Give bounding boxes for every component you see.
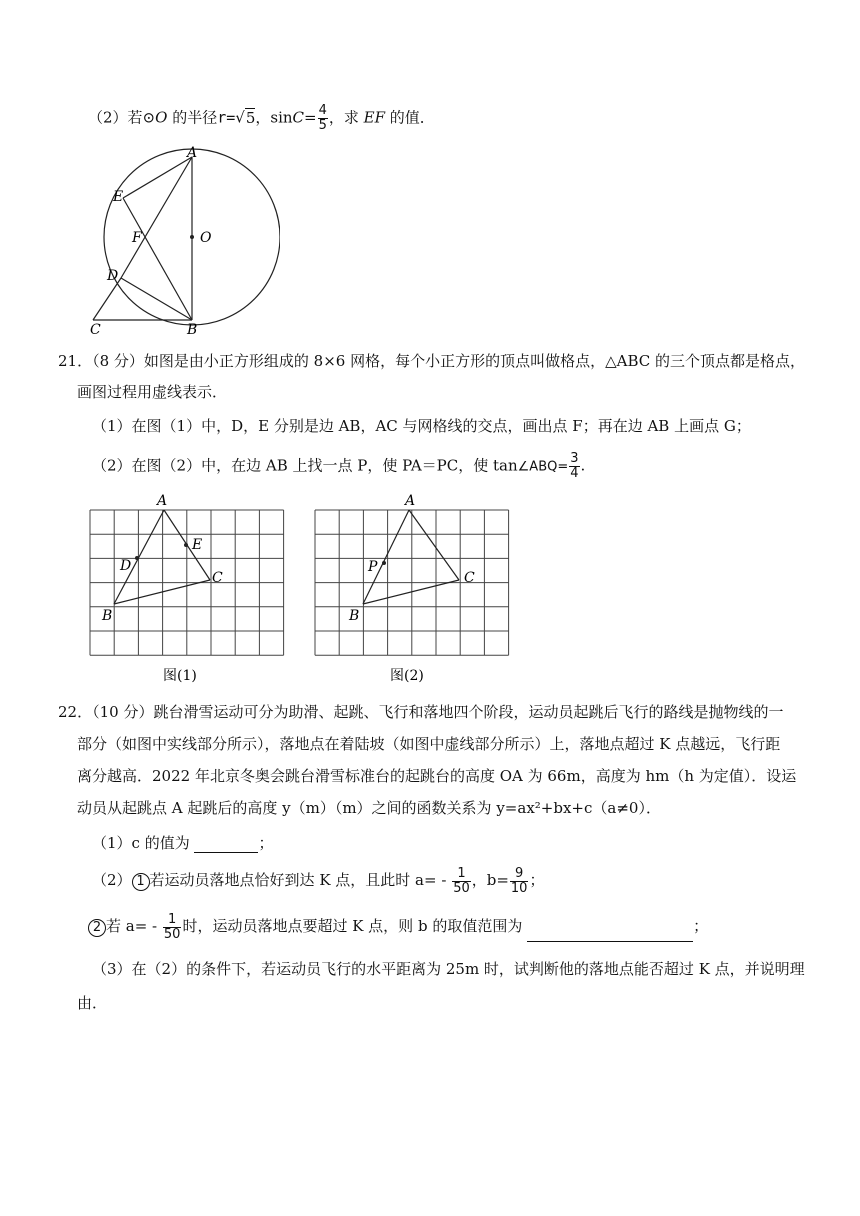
label-o: O [155,108,168,127]
equals: = [304,108,317,127]
frac-num: 1 [452,867,471,882]
fraction-1-50 [163,913,182,942]
grid-lines [90,510,284,655]
side-bc [363,580,459,604]
segment-ae [123,157,192,198]
fraction-1-50 [452,867,471,896]
side-ac [409,510,459,580]
point-e-dot [184,543,188,547]
side-ab [363,510,409,604]
segment-db [121,278,192,320]
q20-mid1: 的半径 [167,108,218,127]
q20-part2 [88,104,435,133]
circled-number-1: 1 [132,873,150,891]
minus-sign: - [436,871,452,889]
q22-part2b-mid: 时，运动员落地点要超过 K 点，则 b 的取值范围为 [182,917,528,935]
point-e-label: E [192,537,203,553]
point-c-label: C [464,570,475,586]
angle-abq: ∠ABQ= [517,459,569,475]
frac-num: 9 [510,867,529,882]
q22-part1 [92,833,274,853]
circle-figure [80,140,280,340]
grid-figure-2 [310,490,515,685]
point-c-label: C [212,570,223,586]
q22-part2-text: 若运动员落地点恰好到达 K 点，且此时 a= [149,871,437,889]
fraction-4-5 [318,104,328,133]
q22-line4: 动员从起跳点 A 起跳后的高度 y（m）（m）之间的函数关系为 y=ax²+bx+c（a≠0）． [77,799,661,817]
q20-prefix: （2）若 [88,108,143,127]
frac-num: 4 [318,103,327,118]
answer-blank-c[interactable] [194,836,258,853]
q22-part2-mid: ，b= [471,871,509,889]
figure-1-caption: 图(1) [163,668,197,684]
point-a-label: A [405,493,416,509]
point-d-dot [135,556,139,560]
sqrt-sign: √ [235,108,245,127]
q22-part3-line2: 由． [77,994,108,1012]
circled-number-2: 2 [88,919,106,937]
frac-den: 50 [453,880,470,896]
q20-mid3: ，求 [328,108,364,127]
segment-cd [93,278,121,320]
q22-line1: 22．（10 分）跳台滑雪运动可分为助滑、起跳、飞行和落地四个阶段，运动员起跳后飞行的路线是抛物线的一 [58,703,784,721]
grid-figure-1 [85,490,290,685]
point-a-label: A [157,493,168,509]
frac-den: 50 [163,926,181,942]
frac-den: 4 [570,466,579,481]
q22-part3-line1: （3）在（2）的条件下，若运动员飞行的水平距离为 25m 时，试判断他的落地点能否超过 K 点，并说明理 [92,960,805,978]
q21-part2-end: . [580,456,586,475]
q22-part2b-end: ； [693,917,709,935]
segment-ad [121,157,192,278]
point-d-label: D [120,558,132,574]
fraction-9-10 [510,867,529,896]
center-dot [190,235,194,239]
q21-line1: 21．（8 分）如图是由小正方形组成的 8×6 网格，每个小正方形的顶点叫做格点，△ABC 的三个顶点都是格点， [58,352,806,370]
point-p-dot [382,561,386,565]
point-c-label: C [90,322,101,338]
point-e-label: E [113,189,124,205]
fraction-3-4 [569,452,579,481]
point-b-label: B [349,608,360,624]
q21-part2 [92,452,585,481]
point-f-label: F [132,230,142,246]
frac-den: 10 [510,880,528,896]
frac-num: 3 [570,451,579,466]
q22-part2 [92,866,544,896]
side-ab [114,510,164,604]
figure-2-caption: 图(2) [390,668,424,684]
q20-mid2: ，sin [255,108,293,127]
q22-part2-end: ； [529,871,545,889]
point-b-label: B [102,608,113,624]
point-o-label: O [200,230,212,246]
q21-part1: （1）在图（1）中，D，E 分别是边 AB，AC 与网格线的交点，画出点 F；再在边 AB 上画点 G； [92,417,751,435]
q22-part2b [88,912,708,942]
q22-line3: 离分越高．2022 年北京冬奥会跳台滑雪标准台的起跳台的高度 OA 为 66m，高度为 hm（h 为定值）．设运 [77,767,797,785]
q20-suffix: 的值． [385,108,435,127]
q22-part2b-text: 若 a= - [106,917,162,935]
q21-part2-text: （2）在图（2）中，在边 AB 上找一点 P，使 PA＝PC，使 tan [92,456,518,475]
q22-part1-text: （1）c 的值为 [92,834,195,852]
q22-part1-end: ； [258,834,274,852]
label-c: C [292,108,305,127]
q22-line2: 部分（如图中实线部分所示），落地点在着陆坡（如图中虚线部分所示）上，落地点超过 K 点越远，飞行距 [77,735,781,753]
point-a-label: A [187,145,198,161]
circle-symbol: ⊙ [142,108,156,127]
point-p-label: P [368,559,378,575]
grid-lines [315,510,509,655]
q21-line2: 画图过程用虚线表示． [77,383,228,401]
side-bc [114,580,210,604]
frac-den: 5 [318,118,327,133]
label-ef: EF [363,108,386,127]
frac-num: 1 [163,913,182,928]
radius-r: r= [217,108,236,127]
point-d-label: D [107,268,119,284]
answer-blank-b-range[interactable] [527,925,693,942]
q22-part2-prefix: （2） [92,871,132,889]
sqrt-value: 5 [245,108,256,127]
point-b-label: B [187,322,198,338]
